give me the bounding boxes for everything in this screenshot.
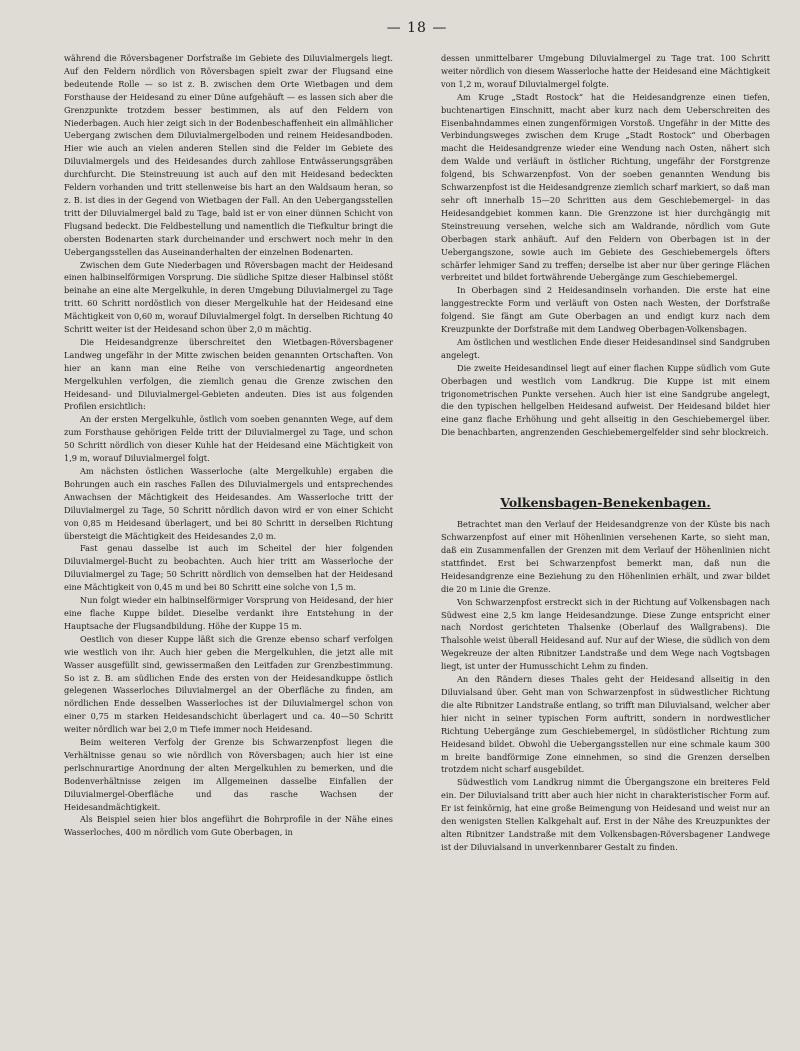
paragraph: Zwischen dem Gute Niederbagen und Röversbagen macht der Heidesand einen halbinselförmigen Vorsprung. Die südliche Spitze dieser Halbinsel stößt beinahe an eine alte Mergelkuhle, in deren Umgebung Diluvialmergel zu Tage tritt. 60 Schritt nordöstlich von dieser Mergelkuhle hat der Heidesand eine Mächtigkeit von 0,60 m, worauf Diluvialmergel folgt. In derselben Richtung 40 Schritt weiter ist der Heidesand schon über 2,0 m mächtig. — [64, 259, 393, 335]
section-spacer — [441, 439, 770, 481]
right-column — [441, 52, 770, 854]
paragraph: Beim weiteren Verfolg der Grenze bis Schwarzenpfost liegen die Verhältnisse genau so wie nördlich von Röversbagen; auch hier ist eine perlschnurartige Anordnung der alten Mergelkuhlen zu bemerken, und die Bodenverhältnisse zeigen im Allgemeinen dasselbe Einfallen der Diluvialmergel-Oberfläche und das rasche Wachsen der Heidesandmächtigkeit. — [64, 737, 393, 812]
paragraph: Nun folgt wieder ein halbinselförmiger Vorsprung von Heidesand, der hier eine flache Kuppe bildet. Dieselbe verdankt ihre Entstehung in der Hauptsache der Flugsandbildung. Höhe der Kuppe 15 m. — [64, 595, 393, 631]
paragraph: Am östlichen und westlichen Ende dieser Heidesandinsel sind Sandgruben angelegt. — [441, 336, 770, 360]
paragraph: Betrachtet man den Verlauf der Heidesandgrenze von der Küste bis nach Schwarzenpfost auf einer mit Höhenlinien versehenen Karte, so sieht man, daß ein Zusammenfallen der Grenzen mit dem Verlauf der Höhenlinien nicht stattfindet. Erst bei Schwarzenpfost bemerkt man, daß nun die Heidesandgrenze eine Beziehung zu den Höhenlinien erhält, und zwar bildet die 20 m Linie die Grenze. — [441, 519, 770, 594]
paragraph: Von Schwarzenpfost erstreckt sich in der Richtung auf Volkensbagen nach Südwest eine 2,5 km lange Heidesandzunge. Diese Zunge entspricht einer nach Nordost gerichteten Thalsenke (Oberlauf des Wallgrabens). Die Thalsohle weist überall Heidesand auf. Nur auf der Wiese, die südlich von dem Wegekreuze der alten Ribnitzer Landstraße und dem Wege nach Vogtsbagen liegt, ist unter der Humusschicht Lehm zu finden. — [441, 596, 770, 672]
paragraph: Südwestlich vom Landkrug nimmt die Übergangszone ein breiteres Feld ein. Der Diluvialsand tritt aber auch hier nicht in charakteristischer Form auf. Er ist feinkörnig, hat eine große Beimengung von Heidesand und weist nur an den wenigsten Stellen Kalkgehalt auf. Erst in der Nähe des Kreuzpunktes der alten Ribnitzer Landstraße mit dem Volkensbagen-Röversbagener Landwege ist der Diluvialsand in unverkennbarer Gestalt zu finden. — [441, 777, 770, 852]
paragraph: während die Röversbagener Dorfstraße im Gebiete des Diluvialmergels liegt. Auf den Feldern nördlich von Röversbagen spielt zwar der Flugsand eine bedeutende Rolle — so ist z. B. zwischen dem Orte Wietbagen und dem Forsthause der Heidesand zu einer Düne aufgehäuft — es lassen sich aber die Grenzpunkte trotzdem besser bestimmen, als auf den Feldern von Niederbagen. Auch hier zeigt sich in der Bodenbeschaffenheit ein allmählicher Uebergang zwischen dem Diluvialmergelboden und reinem Heidesandboden. Hier wie auch an vielen anderen Stellen sind die Felder im Gebiete des Diluvialmergels und des Heidesandes durch zahllose Entwässerungsgräben durchfurcht. Die Steinstreuung ist auch auf den mit Heidesand bedeckten Feldern vorhanden und tritt stellenweise bis hart an den Waldsaum heran, so z. B. ist dies in der Gegend von Wietbagen der Fall. An den Uebergangsstellen tritt der Diluvialmergel bald zu Tage, bald ist er von einer dünnen Schicht von Flugsand bedeckt. Die Feldbestellung und namentlich die Tiefkultur bringt die obersten Bodenarten stark durcheinander und erschwert noch mehr in den Uebergangsstellen das Auseinanderhalten der einzelnen Bodenarten. — [64, 53, 393, 257]
paragraph: Als Beispiel seien hier blos angeführt die Bohrprofile in der Nähe eines Wasserloches, 400 m nördlich vom Gute Oberbagen, in — [64, 814, 393, 838]
paragraph: An der ersten Mergelkuhle, östlich vom soeben genannten Wege, auf dem zum Forsthause gehörigen Felde tritt der Diluvialmergel zu Tage, und schon 50 Schritt nördlich von dieser Kuhle hat der Heidesand eine Mächtigkeit von 1,9 m, worauf Diluvialmergel folgt. — [64, 414, 393, 464]
paragraph: Fast genau dasselbe ist auch im Scheitel der hier folgenden Diluvialmergel-Bucht zu beobachten. Auch hier tritt am Wasserloche der Diluvialmergel zu Tage; 50 Schritt nördlich von demselben hat der Heidesand eine Mächtigkeit von 0,45 m und bei 80 Schritt eine solche von 1,5 m. — [64, 543, 393, 593]
text-columns — [64, 52, 770, 854]
paragraph: Am nächsten östlichen Wasserloche (alte Mergelkuhle) ergaben die Bohrungen auch ein rasches Fallen des Diluvialmergels und entsprechendes Anwachsen der Mächtigkeit des Heidesandes. Am Wasserloche tritt der Diluvialmergel zu Tage, 50 Schritt nördlich davon wird er von einer Schicht von 0,85 m Heidesand überlagert, und bei 80 Schritt in derselben Richtung übersteigt die Mächtigkeit des Heidesandes 2,0 m. — [64, 466, 393, 541]
page-number: — 18 — — [386, 20, 448, 36]
paragraph: dessen unmittelbarer Umgebung Diluvialmergel zu Tage trat. 100 Schritt weiter nördlich von diesem Wasserloche hatte der Heidesand eine Mächtigkeit von 1,2 m, worauf Diluvialmergel folgte. — [441, 53, 770, 89]
paragraph: Die Heidesandgrenze überschreitet den Wietbagen-Röversbagener Landweg ungefähr in der Mitte zwischen beiden genannten Ortschaften. Von hier an kann man eine Reihe von verschiedenartig angeordneten Mergelkuhlen verfolgen, die ziemlich genau die Grenze zwischen den Heidesand- und Diluvialmergel-Gebieten andeuten. Dies ist aus folgenden Profilen ersichtlich: — [64, 336, 393, 412]
section-heading: Volkensbagen-Benekenbagen. — [500, 495, 711, 511]
paragraph: Oestlich von dieser Kuppe läßt sich die Grenze ebenso scharf verfolgen wie westlich von ihr. Auch hier geben die Mergelkuhlen, die jetzt alle mit Wasser ausgefüllt sind, gewissermaßen den Leitfaden zur Grenzbestimmung. So ist z. B. am südlichen Ende des ersten von der Heidesandkuppe östlich gelegenen Wasserloches Diluvialmergel an der Oberfläche zu finden, am nördlichen Ende desselben Wasserloches ist der Diluvialmergel schon von einer 0,75 m starken Heidesandschicht überlagert und ca. 40—50 Schritt weiter nördlich war bei 2,0 m Tiefe immer noch Heidesand. — [64, 633, 393, 735]
left-column — [64, 52, 393, 854]
paragraph: Die zweite Heidesandinsel liegt auf einer flachen Kuppe südlich vom Gute Oberbagen und westlich vom Landkrug. Die Kuppe ist mit einem trigonometrischen Punkte versehen. Auch hier ist eine Sandgrube angelegt, die den typischen hellgelben Heidesand aufweist. Der Heidesand bildet hier eine ganz flache Erhöhung und geht allseitig in den Geschiebemergel über. Die benachbarten, angrenzenden Geschiebemergelfelder sind sehr blockreich. — [441, 362, 770, 438]
paragraph: In Oberbagen sind 2 Heidesandinseln vorhanden. Die erste hat eine langgestreckte Form und verläuft von Osten nach Westen, der Dorfstraße folgend. Sie fängt am Gute Oberbagen an und endigt kurz nach dem Kreuzpunkte der Dorfstraße mit dem Landweg Oberbagen-Volkensbagen. — [441, 285, 770, 335]
right-column-top — [441, 52, 770, 439]
paragraph: Am Kruge „Stadt Rostock“ hat die Heidesandgrenze einen tiefen, buchtenartigen Einschnitt, macht aber kurz nach dem Ueberschreiten des Eisenbahndammes einen zungenförmigen Vorstoß. Ungefähr in der Mitte des Verbindungsweges zwischen dem Kruge „Stadt Rostock“ und Oberbagen macht die Heidesandgrenze wieder eine Wendung nach Osten, nähert sich dem Walde und verläuft in östlicher Richtung, ungefähr der Forstgrenze folgend, bis Schwarzenpfost. Von der soeben genannten Wendung bis Schwarzenpfost ist die Heidesandgrenze ziemlich scharf markiert, so daß man sehr oft innerhalb 15—20 Schritten aus dem Geschiebemergel- in das Heidesandgebiet kommen kann. Die Grenzzone ist hier durchgängig mit Steinstreuung versehen, welche sich am Waldrande, nördlich vom Gute Oberbagen stark anhäuft. Auf den Feldern von Oberbagen ist in der Uebergangszone, sowie auch im Gebiete des Geschiebemergels öfters schärfer lehmiger Sand zu treffen; derselbe ist aber nur über geringe Flächen verbreitet und bildet fortwährende Uebergänge zum Geschiebemergel. — [441, 91, 770, 283]
right-column-bottom — [441, 518, 770, 854]
paragraph: An den Rändern dieses Thales geht der Heidesand allseitig in den Diluvialsand über. Geht man von Schwarzenpfost in südwestlicher Richtung die alte Ribnitzer Landstraße entlang, so trifft man Diluvialsand, welcher aber hier nicht in seiner typischen Form auftritt, sondern in nordwestlicher Richtung Uebergänge zum Geschiebemergel, in südöstlicher Richtung zum Heidesand bildet. Obwohl die Uebergangsstellen nur eine schmale kaum 300 m breite bandförmige Zone einnehmen, so sind die Grenzen derselben trotzdem nicht scharf ausgebildet. — [441, 674, 770, 775]
